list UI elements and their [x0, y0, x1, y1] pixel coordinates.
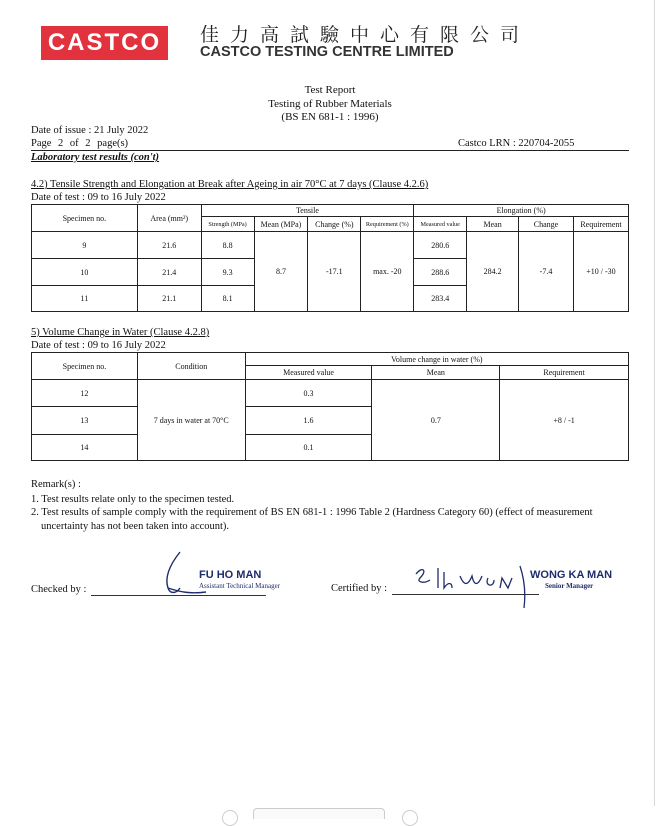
specimen-cell: 12: [32, 380, 138, 407]
checked-by-title: Assistant Technical Manager: [199, 582, 281, 590]
report-standard: (BS EN 681-1 : 1996): [281, 111, 379, 123]
report-subtitle: Testing of Rubber Materials: [268, 97, 392, 110]
certified-by-label: Certified by :: [331, 583, 387, 594]
header-tensile: Tensile: [201, 205, 414, 217]
prev-page-button[interactable]: [222, 810, 238, 826]
section-tensile-title: 4.2) Tensile Strength and Elongation at Break after Ageing in air 70°C at 7 days (Clause 4.2.6): [31, 179, 429, 190]
measured-cell: 1.6: [245, 407, 372, 435]
tensile-requirement-cell: max. -20: [361, 232, 414, 312]
report-title: Test Report: [304, 84, 356, 96]
specimen-cell: 9: [32, 232, 138, 259]
next-page-button[interactable]: [402, 810, 418, 826]
header-volume-change: Volume change in water (%): [245, 353, 628, 366]
castco-lrn: Castco LRN : 220704-2055: [458, 138, 575, 149]
header-strength: Strength (MPa): [201, 217, 254, 232]
measured-cell: 280.6: [414, 232, 467, 259]
header-mean: Mean (MPa): [254, 217, 308, 232]
elong-requirement-cell: +10 / -30: [573, 232, 628, 312]
area-cell: 21.6: [137, 232, 201, 259]
specimen-cell: 13: [32, 407, 138, 435]
area-cell: 21.4: [137, 259, 201, 286]
elong-change-cell: -7.4: [519, 232, 574, 312]
tensile-change-cell: -17.1: [308, 232, 361, 312]
measured-cell: 283.4: [414, 286, 467, 312]
header-requirement: Requirement (%): [361, 217, 414, 232]
certified-by-title: Senior Manager: [545, 582, 594, 590]
header-elong-mean: Mean: [467, 217, 519, 232]
remark-item: 1. Test results relate only to the specimen tested.: [31, 493, 235, 505]
date-of-issue: Date of issue : 21 July 2022: [31, 125, 149, 136]
tensile-elongation-table: [31, 204, 629, 312]
company-name-chinese: 佳力高試驗中心有限公司: [200, 24, 531, 46]
header-measured: Measured value: [414, 217, 467, 232]
measured-cell: 0.1: [245, 435, 372, 461]
tensile-mean-cell: 8.7: [254, 232, 308, 312]
report-title-block: [0, 84, 660, 125]
remarks-block: [31, 478, 631, 533]
volume-change-table: [31, 352, 629, 461]
header-measured: Measured value: [245, 366, 372, 380]
strength-cell: 8.8: [201, 232, 254, 259]
specimen-cell: 14: [32, 435, 138, 461]
requirement-cell: +8 / -1: [500, 380, 629, 461]
strength-cell: 9.3: [201, 259, 254, 286]
company-name-english: CASTCO TESTING CENTRE LIMITED: [200, 44, 454, 60]
section-volume-date: Date of test : 09 to 16 July 2022: [31, 340, 166, 351]
header-elongation: Elongation (%): [414, 205, 629, 217]
table-row: [32, 380, 629, 407]
section-tensile-date: Date of test : 09 to 16 July 2022: [31, 192, 166, 203]
specimen-cell: 11: [32, 286, 138, 312]
area-cell: 21.1: [137, 286, 201, 312]
condition-cell: 7 days in water at 70°C: [137, 380, 245, 461]
measured-cell: 288.6: [414, 259, 467, 286]
header-mean: Mean: [372, 366, 500, 380]
header-specimen: Specimen no.: [32, 205, 138, 232]
strength-cell: 8.1: [201, 286, 254, 312]
section-volume-title: 5) Volume Change in Water (Clause 4.2.8): [31, 327, 210, 338]
header-elong-requirement: Requirement: [573, 217, 628, 232]
header-requirement: Requirement: [500, 366, 629, 380]
lab-results-heading: Laboratory test results (con't): [31, 152, 160, 163]
mean-cell: 0.7: [372, 380, 500, 461]
specimen-cell: 10: [32, 259, 138, 286]
checked-by-name: FU HO MAN: [199, 569, 262, 581]
castco-logo: CASTCO: [41, 26, 168, 60]
table-row: [32, 232, 629, 259]
remarks-title: Remark(s) :: [31, 479, 81, 490]
header-elong-change: Change: [519, 217, 574, 232]
certified-signature-icon: [408, 560, 538, 612]
measured-cell: 0.3: [245, 380, 372, 407]
header-rule: [31, 150, 629, 151]
page-number: Page 2 of 2 page(s): [31, 138, 129, 149]
header-condition: Condition: [137, 353, 245, 380]
header-change: Change (%): [308, 217, 361, 232]
elong-mean-cell: 284.2: [467, 232, 519, 312]
header-area: Area (mm²): [137, 205, 201, 232]
checked-by-label: Checked by :: [31, 584, 87, 595]
header-specimen: Specimen no.: [32, 353, 138, 380]
remark-item: 2. Test results of sample comply with the requirement of BS EN 681-1 : 1996 Table 2 (Hardness Category 60) (effect of measurement uncertainty has not been taken into account).: [31, 507, 593, 532]
page-navigation-bar[interactable]: [253, 808, 385, 819]
certified-by-name: WONG KA MAN: [530, 569, 613, 581]
